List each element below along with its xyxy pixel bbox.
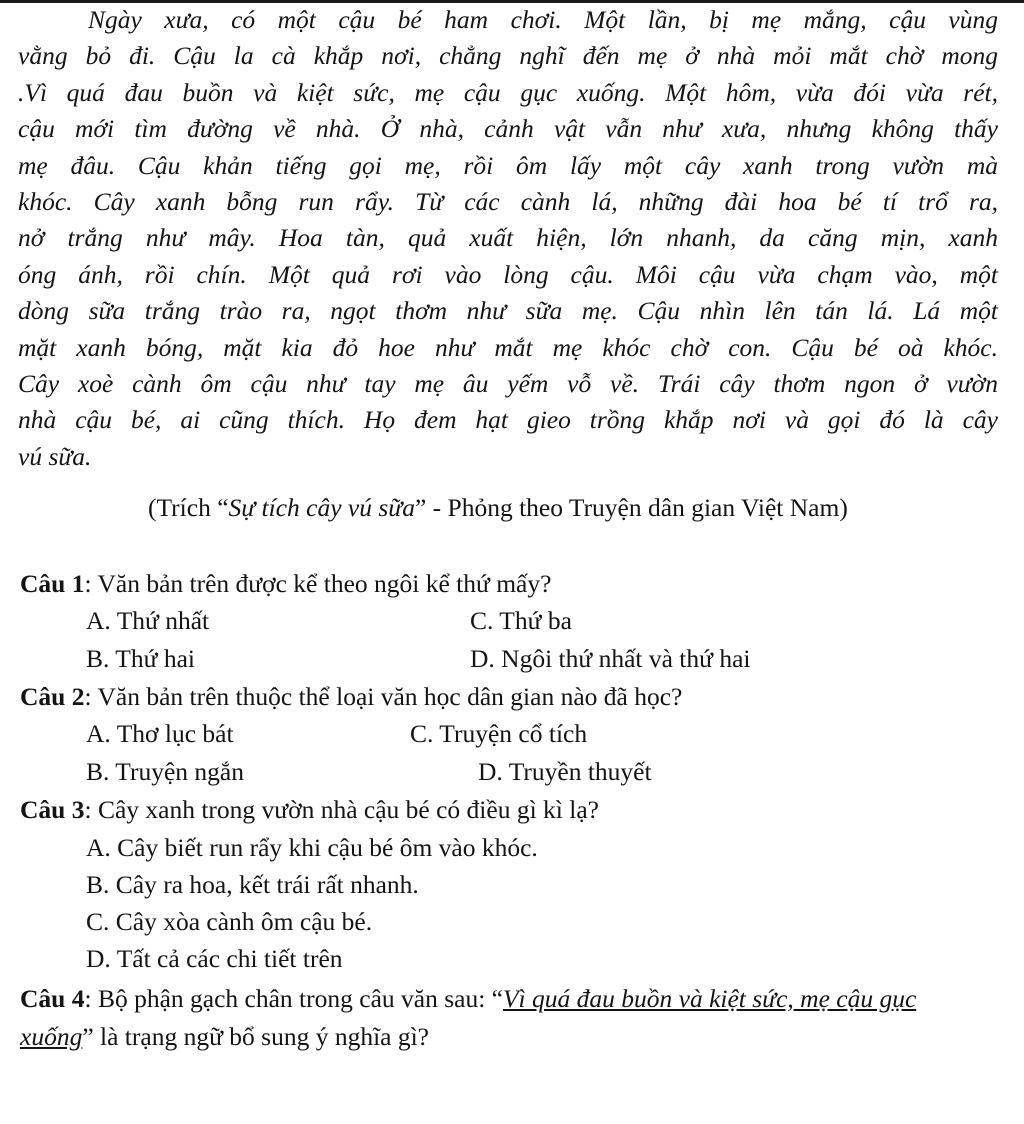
- passage-line: nhà cậu bé, ai cũng thích. Họ đem hạt gieo trồng khắp nơi và gọi đó là cây: [18, 405, 998, 435]
- passage-line: nở trắng như mây. Hoa tàn, quả xuất hiện, lớn nhanh, da căng mịn, xanh: [18, 223, 998, 253]
- question-1: [20, 566, 551, 602]
- answer-option-a: A. Cây biết run rẩy khi cậu bé ôm vào khóc.: [86, 833, 538, 862]
- passage-line: mẹ đâu. Cậu khản tiếng gọi mẹ, rồi ôm lấy một cây xanh trong vườn mà: [18, 150, 998, 180]
- question-text-before: : Bộ phận gạch chân trong câu văn sau: “: [84, 984, 503, 1013]
- question-text: : Văn bản trên được kể theo ngôi kể thứ mấy?: [84, 569, 552, 598]
- question-4: [20, 980, 980, 1056]
- question-number: Câu 1: [20, 569, 85, 598]
- passage-line: khóc. Cây xanh bỗng run rẩy. Từ các cành lá, những đài hoa bé tí trổ ra,: [18, 187, 998, 217]
- question-text: : Văn bản trên thuộc thể loại văn học dân gian nào đã học?: [84, 682, 683, 711]
- answer-option-b: B. Cây ra hoa, kết trái rất nhanh.: [86, 870, 419, 899]
- passage-line: Cây xoè cành ôm cậu như tay mẹ âu yếm vỗ về. Trái cây thơm ngon ở vườn: [18, 369, 998, 399]
- question-3: [20, 792, 599, 828]
- question-number: Câu 2: [20, 682, 85, 711]
- answer-option-a: A. Thơ lục bát: [86, 719, 234, 748]
- underlined-phrase: Vì quá đau buồn và kiệt sức, mẹ cậu gục xuống: [20, 984, 917, 1051]
- answer-option-d: D. Ngôi thứ nhất và thứ hai: [470, 644, 751, 673]
- passage-line: cậu mới tìm đường về nhà. Ở nhà, cảnh vật vẫn như xưa, nhưng không thấy: [18, 114, 998, 144]
- question-number: Câu 3: [20, 795, 85, 824]
- passage-line: Ngày xưa, có một cậu bé ham chơi. Một lần, bị mẹ mắng, cậu vùng: [88, 5, 998, 34]
- citation-title: Sự tích cây vú sữa: [228, 493, 415, 522]
- answer-option-a: A. Thứ nhất: [86, 606, 210, 635]
- citation-prefix: (Trích “: [148, 493, 229, 522]
- story-passage: [18, 2, 998, 475]
- question-number: Câu 4: [20, 984, 85, 1013]
- passage-line: .Vì quá đau buồn và kiệt sức, mẹ cậu gục xuống. Một hôm, vừa đói vừa rét,: [18, 77, 998, 107]
- source-citation: [148, 490, 988, 526]
- question-2: [20, 679, 682, 715]
- citation-suffix: ” - Phỏng theo Truyện dân gian Việt Nam): [414, 493, 848, 522]
- passage-line: vằng bỏ đi. Cậu la cà khắp nơi, chẳng nghĩ đến mẹ ở nhà mỏi mắt chờ mong: [18, 41, 998, 71]
- passage-line: óng ánh, rồi chín. Một quả rơi vào lòng cậu. Môi cậu vừa chạm vào, một: [18, 259, 998, 289]
- answer-option-c: C. Cây xòa cành ôm cậu bé.: [86, 907, 373, 936]
- passage-line: mặt xanh bóng, mặt kia đỏ hoe như mắt mẹ khóc chờ con. Cậu bé oà khóc.: [18, 332, 998, 362]
- answer-option-c: C. Thứ ba: [470, 606, 572, 635]
- answer-option-b: B. Truyện ngắn: [86, 757, 244, 786]
- answer-option-c: C. Truyện cổ tích: [410, 719, 588, 748]
- answer-option-d: D. Truyền thuyết: [478, 757, 652, 786]
- question-text-after: ” là trạng ngữ bổ sung ý nghĩa gì?: [82, 1022, 429, 1051]
- answer-option-b: B. Thứ hai: [86, 644, 195, 673]
- passage-line: vú sữa.: [18, 441, 92, 471]
- passage-line: dòng sữa trắng trào ra, ngọt thơm như sữa mẹ. Cậu nhìn lên tán lá. Lá một: [18, 296, 998, 326]
- question-text: : Cây xanh trong vườn nhà cậu bé có điều gì kì lạ?: [84, 795, 599, 824]
- answer-option-d: D. Tất cả các chi tiết trên: [86, 944, 343, 973]
